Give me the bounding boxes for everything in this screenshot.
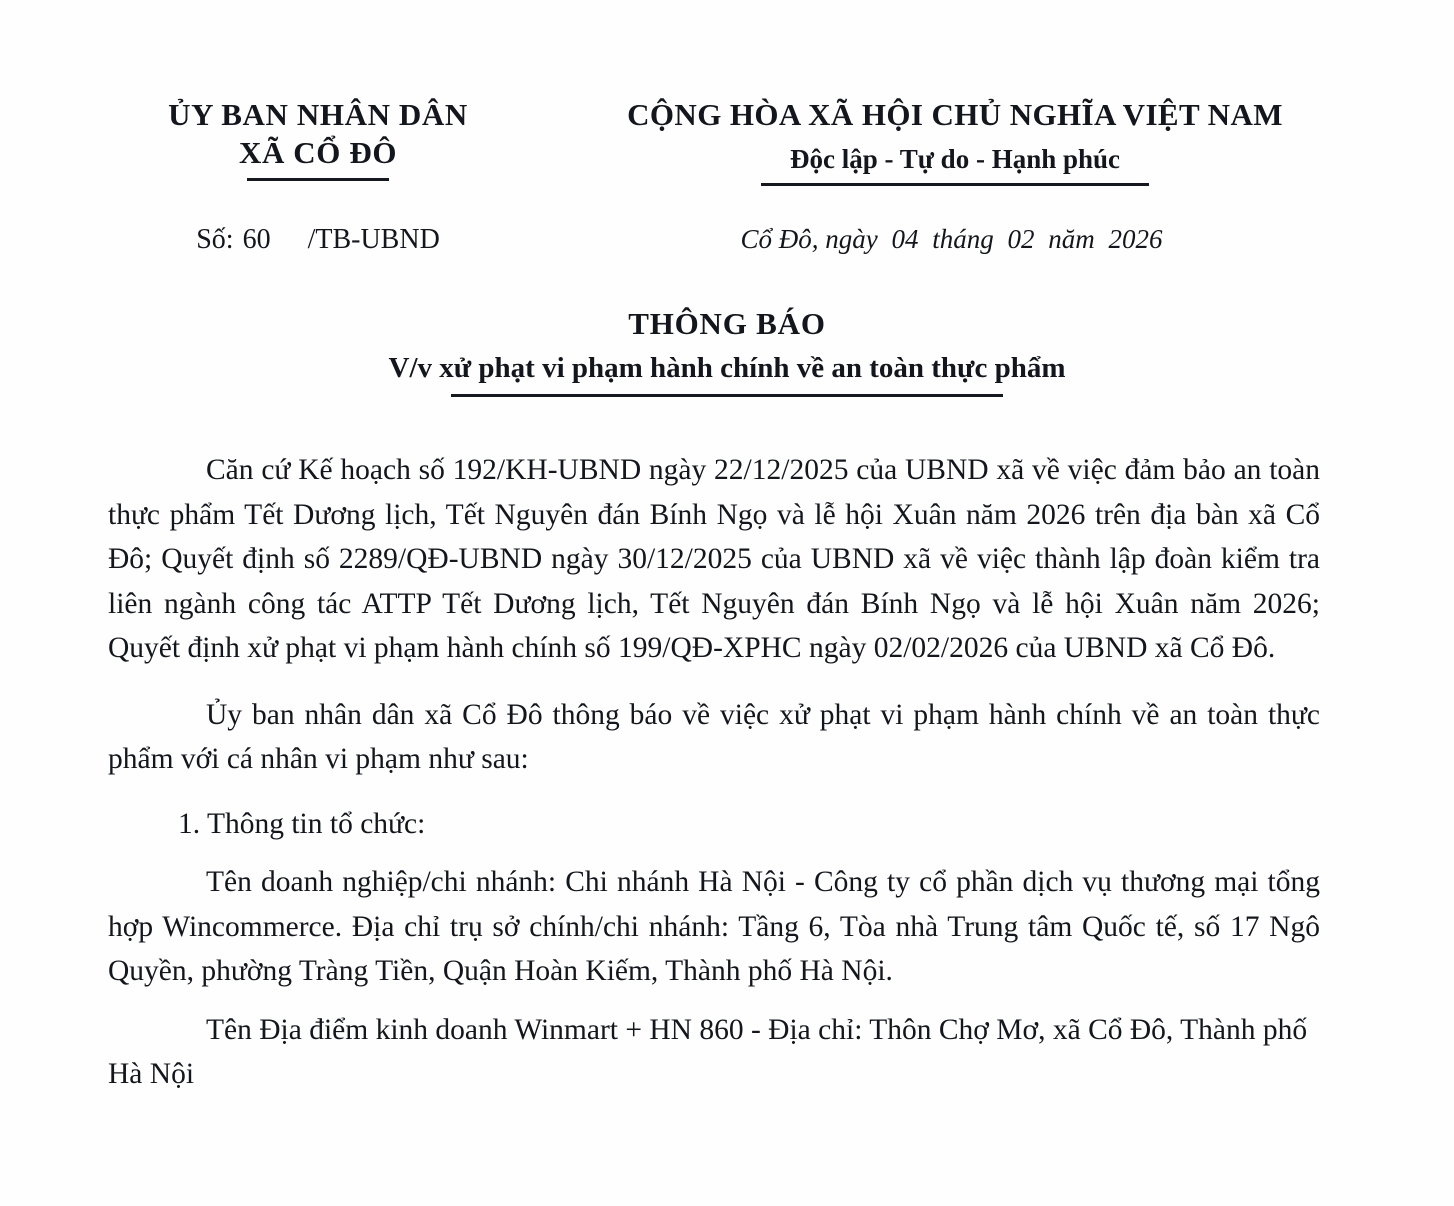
national-heading-block [540,96,1370,177]
document-body [108,448,1320,1107]
document-header [0,96,1454,286]
issuing-authority-line1: ỦY BAN NHÂN DÂN [168,97,468,132]
document-number-label: Số: [196,224,234,255]
national-title: CỘNG HÒA XÃ HỘI CHỦ NGHĨA VIỆT NAM [627,97,1283,132]
national-motto: Độc lập - Tự do - Hạnh phúc [790,142,1120,177]
date-month: 02 [1007,224,1035,254]
issuing-authority-line2: XÃ CỔ ĐÔ [238,134,398,170]
date-year: 2026 [1108,224,1163,254]
document-date [540,224,1370,255]
issuing-authority-block [108,96,528,172]
body-paragraph-announcement: Ủy ban nhân dân xã Cổ Đô thông báo về việc xử phạt vi phạm hành chính về an toàn thực phẩm với cá nhân vi phạm như sau: [108,698,1320,775]
document-number-value: 60 [242,224,271,255]
document-title: THÔNG BÁO [628,306,826,341]
body-paragraph-store-location: Tên Địa điểm kinh doanh Winmart + HN 860 - Địa chỉ: Thôn Chợ Mơ, xã Cổ Đô, Thành phố Hà Nội [108,1013,1308,1090]
body-paragraph-legal-basis: Căn cứ Kế hoạch số 192/KH-UBND ngày 22/12/2025 của UBND xã về việc đảm bảo an toàn thực phẩm Tết Dương lịch, Tết Nguyên đán Bính Ngọ và lễ hội Xuân năm 2026 trên địa bàn xã Cổ Đô; Quyết định số 2289/QĐ-UBND ngày 30/12/2025 của UBND xã về việc thành lập đoàn kiểm tra liên ngành công tác ATTP Tết Dương lịch, Tết Nguyên đán Bính Ngọ và lễ hội Xuân năm 2026; Quyết định xử phạt vi phạm hành chính số 199/QĐ-XPHC ngày 02/02/2026 của UBND xã Cổ Đô. [108,454,1320,664]
date-month-label: tháng [932,224,994,254]
date-year-label: năm [1048,224,1095,254]
date-place: Cổ Đô, ngày [740,224,878,254]
date-day: 04 [891,224,919,254]
document-number-suffix: /TB-UBND [307,224,440,255]
document-subtitle: V/v xử phạt vi phạm hành chính về an toàn thực phẩm [389,350,1066,388]
section-heading-organization-info: 1. Thông tin tổ chức: [178,807,426,840]
body-paragraph-business-name-address: Tên doanh nghiệp/chi nhánh: Chi nhánh Hà Nội - Công ty cổ phần dịch vụ thương mại tổng hợp Wincommerce. Địa chỉ trụ sở chính/chi nhánh: Tầng 6, Tòa nhà Trung tâm Quốc tế, số 17 Ngô Quyền, phường Tràng Tiền, Quận Hoàn Kiếm, Thành phố Hà Nội. [108,866,1320,987]
document-title-block [0,305,1454,387]
document-number [108,224,528,256]
